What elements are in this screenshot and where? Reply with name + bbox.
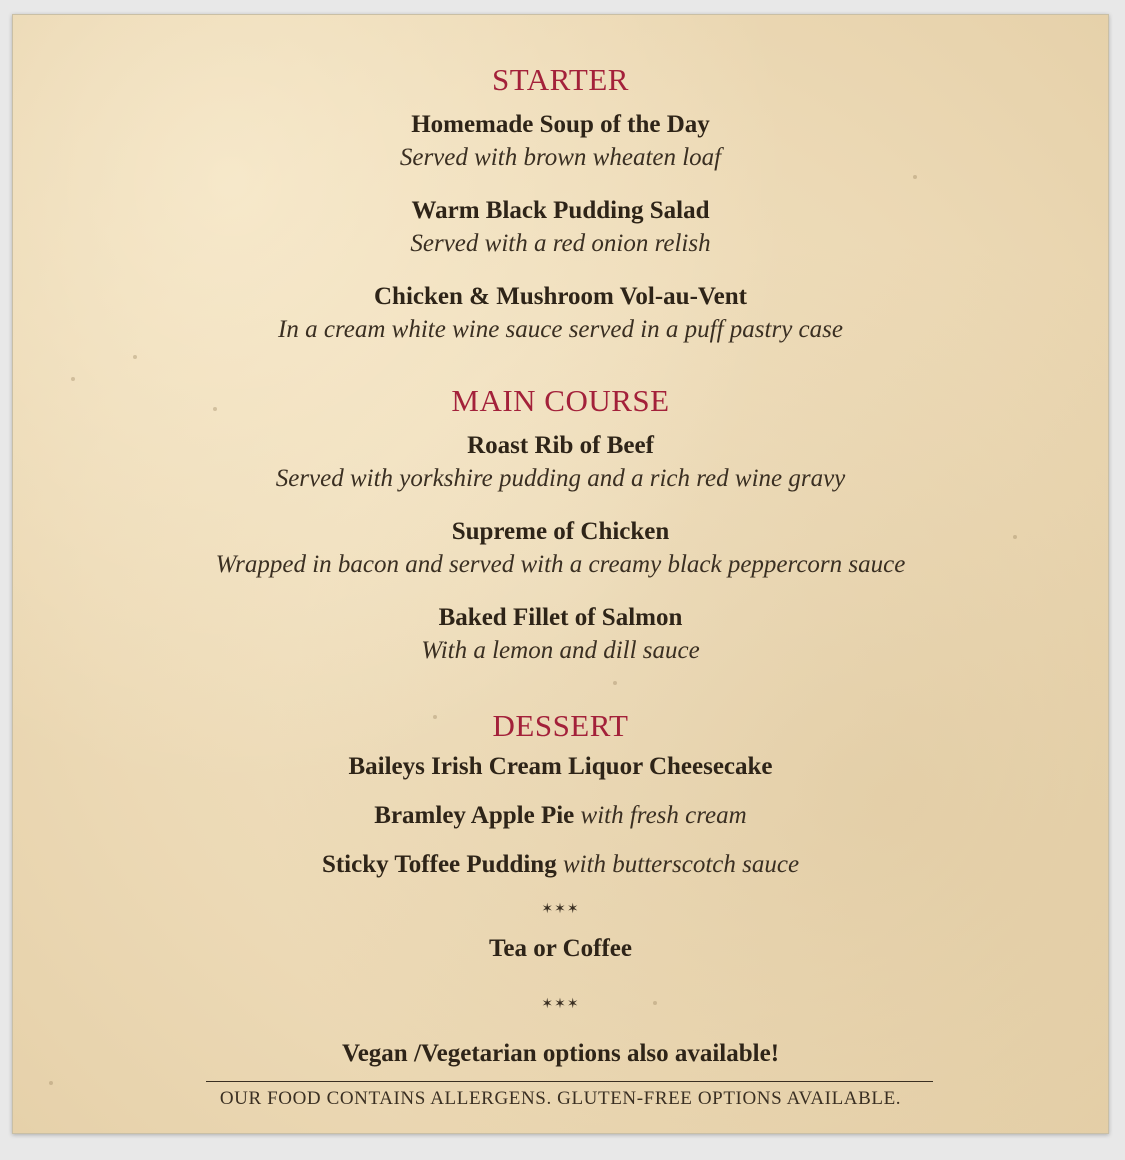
dish-description: With a lemon and dill sauce [421, 637, 700, 664]
dish-description: Served with brown wheaten loaf [399, 144, 722, 171]
dish-name: Warm Black Pudding Salad [411, 197, 710, 224]
dish-name: Roast Rib of Beef [467, 432, 654, 459]
footer-divider [206, 1081, 933, 1082]
dish-description: with fresh cream [580, 802, 747, 829]
section-title-starter: STARTER [492, 62, 629, 97]
menu-card [12, 14, 1109, 1134]
dessert-item [13, 802, 1108, 830]
dish-name: Chicken & Mushroom Vol-au-Vent [374, 283, 747, 310]
dessert-item [13, 851, 1108, 879]
dish-description: Wrapped in bacon and served with a creamy black peppercorn sauce [215, 551, 906, 578]
paper-speck [613, 681, 617, 685]
dish-name: Baileys Irish Cream Liquor Cheesecake [348, 753, 773, 780]
dish-description: Served with a red onion relish [410, 230, 711, 257]
dish-description: In a cream white wine sauce served in a puff pastry case [278, 316, 843, 343]
paper-speck [913, 175, 917, 179]
section-title-main-course: MAIN COURSE [451, 383, 670, 418]
dish-name: Bramley Apple Pie [374, 802, 575, 829]
drinks-line: Tea or Coffee [488, 935, 633, 962]
separator-stars: ✶✶✶ [541, 996, 580, 1012]
paper-speck [133, 355, 137, 359]
dish-name: Supreme of Chicken [451, 518, 670, 545]
dish-description: Served with yorkshire pudding and a rich red wine gravy [275, 465, 846, 492]
section-title-dessert: DESSERT [492, 708, 629, 743]
vegan-note: Vegan /Vegetarian options also available! [341, 1040, 780, 1067]
separator-stars: ✶✶✶ [541, 901, 580, 917]
dish-name: Sticky Toffee Pudding [321, 851, 557, 878]
allergen-footer: OUR FOOD CONTAINS ALLERGENS. GLUTEN-FREE OPTIONS AVAILABLE. [219, 1088, 902, 1109]
dish-name: Homemade Soup of the Day [411, 111, 710, 138]
dish-description: with butterscotch sauce [562, 851, 800, 878]
paper-speck [71, 377, 75, 381]
paper-speck [49, 1081, 53, 1085]
dish-name: Baked Fillet of Salmon [438, 604, 683, 631]
